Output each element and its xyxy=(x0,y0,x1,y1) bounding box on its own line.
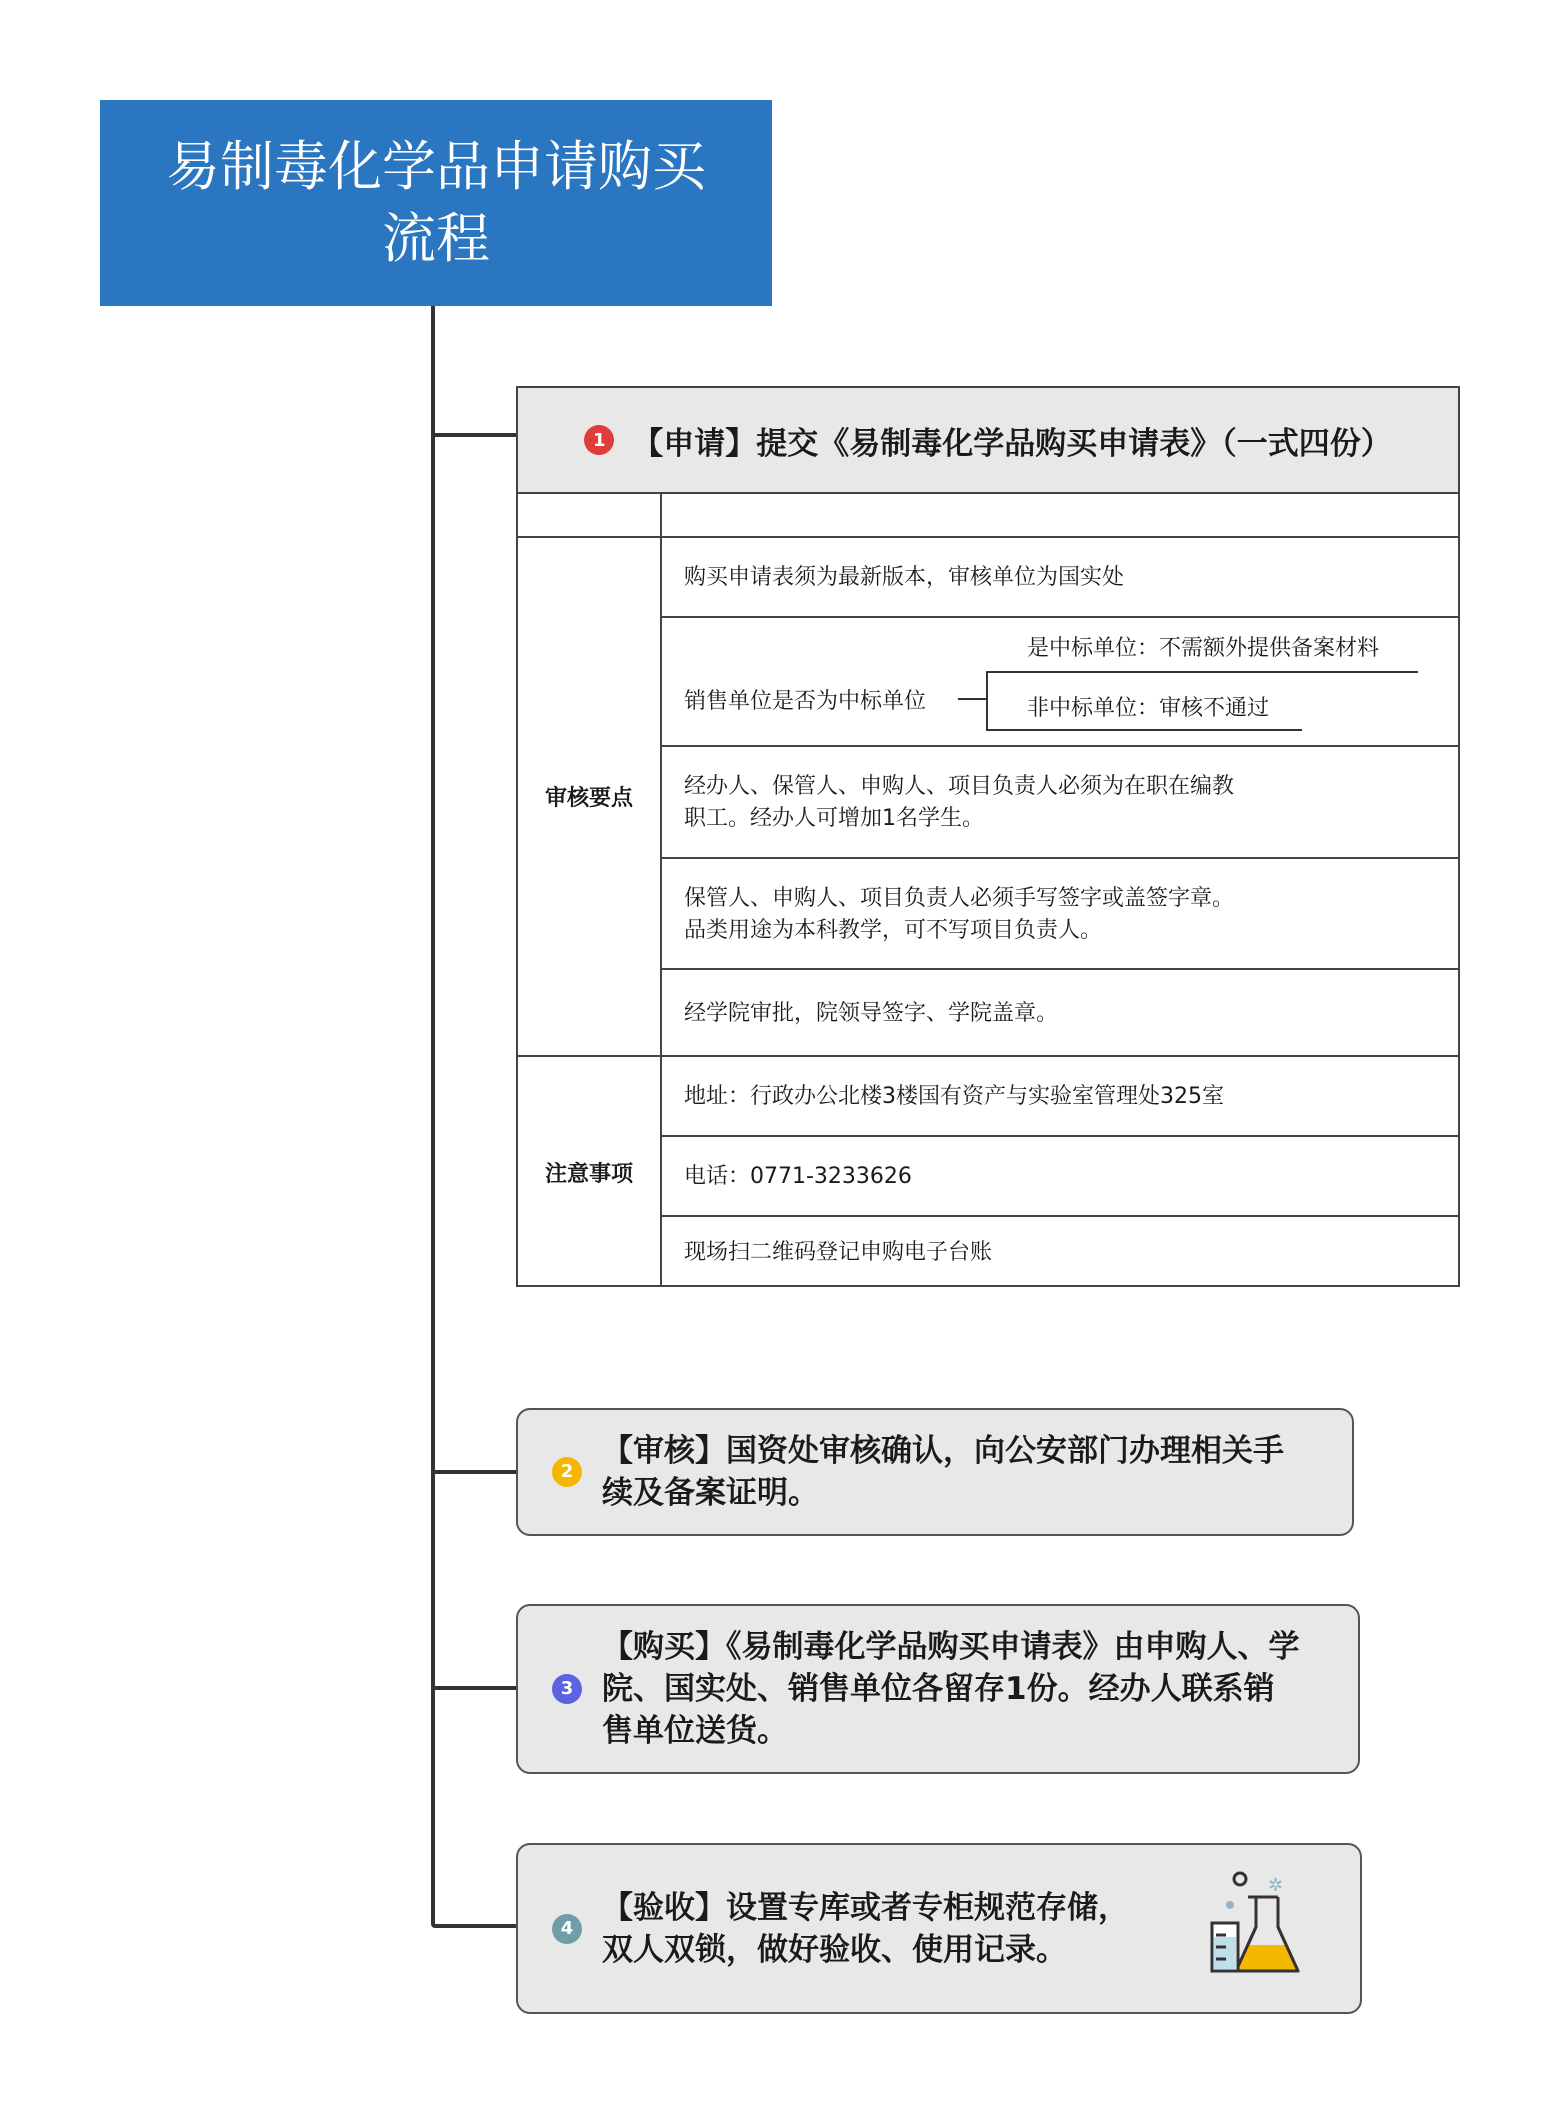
branch-winning-bidder: 是中标单位：不需额外提供备案材料 xyxy=(1027,636,1380,661)
branch-stem xyxy=(958,698,986,700)
branch-upper-underline xyxy=(986,671,1418,673)
row-text: 经办人、保管人、申购人、项目负责人必须为在职在编教 职工。经办人可增加1名学生。 xyxy=(684,774,1235,831)
table-row-phone xyxy=(660,1135,1458,1217)
table-row-register xyxy=(660,1215,1458,1289)
table-row-approval xyxy=(660,968,1458,1057)
root-title-text: 易制毒化学品申请购买流程 xyxy=(166,135,706,270)
step3-text: 【购买】《易制毒化学品购买申请表》由申购人、学院、国实处、销售单位各留存1份。经办人联系销售单位送货。 xyxy=(602,1629,1300,1749)
branch-lower-underline xyxy=(986,729,1302,731)
step2-text: 【审核】国资处审核确认，向公安部门办理相关手续及备案证明。 xyxy=(602,1433,1284,1511)
trunk-line xyxy=(431,306,435,1924)
step2-card xyxy=(516,1408,1354,1536)
row-text: 购买申请表须为最新版本，审核单位为国实处 xyxy=(684,565,1125,590)
step4-text: 【验收】设置专库或者专柜规范存储，双人双锁，做好验收、使用记录。 xyxy=(602,1889,1129,1968)
row-text: 销售单位是否为中标单位 xyxy=(684,688,927,714)
step1-table xyxy=(516,386,1460,1287)
table-row-signature xyxy=(660,857,1458,970)
row-text: 地址：行政办公北楼3楼国有资产与实验室管理处325室 xyxy=(684,1084,1224,1109)
row-text: 电话：0771-3233626 xyxy=(684,1164,912,1189)
root-title xyxy=(100,100,772,306)
step3-number-badge: 3 xyxy=(552,1674,582,1704)
connector-step2 xyxy=(431,1470,518,1474)
step2-number-badge: 2 xyxy=(552,1457,582,1487)
step4-number-badge: 4 xyxy=(552,1914,582,1944)
row-text: 现场扫二维码登记申购电子台账 xyxy=(684,1240,993,1265)
connector-step1 xyxy=(431,433,518,437)
branch-non-winning-bidder: 非中标单位：审核不通过 xyxy=(1027,696,1270,721)
step1-number-badge: 1 xyxy=(584,425,614,455)
connector-step3 xyxy=(431,1686,518,1690)
branch-fork xyxy=(986,671,988,729)
table-row-address xyxy=(660,1055,1458,1137)
row-text: 保管人、申购人、项目负责人必须手写签字或盖签字章。 品类用途为本科教学，可不写项目负责人。 xyxy=(684,885,1235,943)
step1-header xyxy=(518,388,1458,494)
step1-header-text: 【申请】提交《易制毒化学品购买申请表》（一式四份） xyxy=(632,425,1392,462)
lab-flask-icon xyxy=(1208,1867,1308,1987)
step4-card xyxy=(516,1843,1362,2014)
svg-text:✲: ✲ xyxy=(1268,1875,1284,1896)
row-text: 经学院审批，院领导签字、学院盖章。 xyxy=(684,1000,1059,1026)
table-row-version xyxy=(660,536,1458,618)
connector-step4 xyxy=(431,1924,518,1928)
step3-card xyxy=(516,1604,1360,1774)
group-label-review: 审核要点 xyxy=(544,786,633,811)
table-row-staff xyxy=(660,745,1458,859)
group-label-notes: 注意事项 xyxy=(544,1161,633,1187)
